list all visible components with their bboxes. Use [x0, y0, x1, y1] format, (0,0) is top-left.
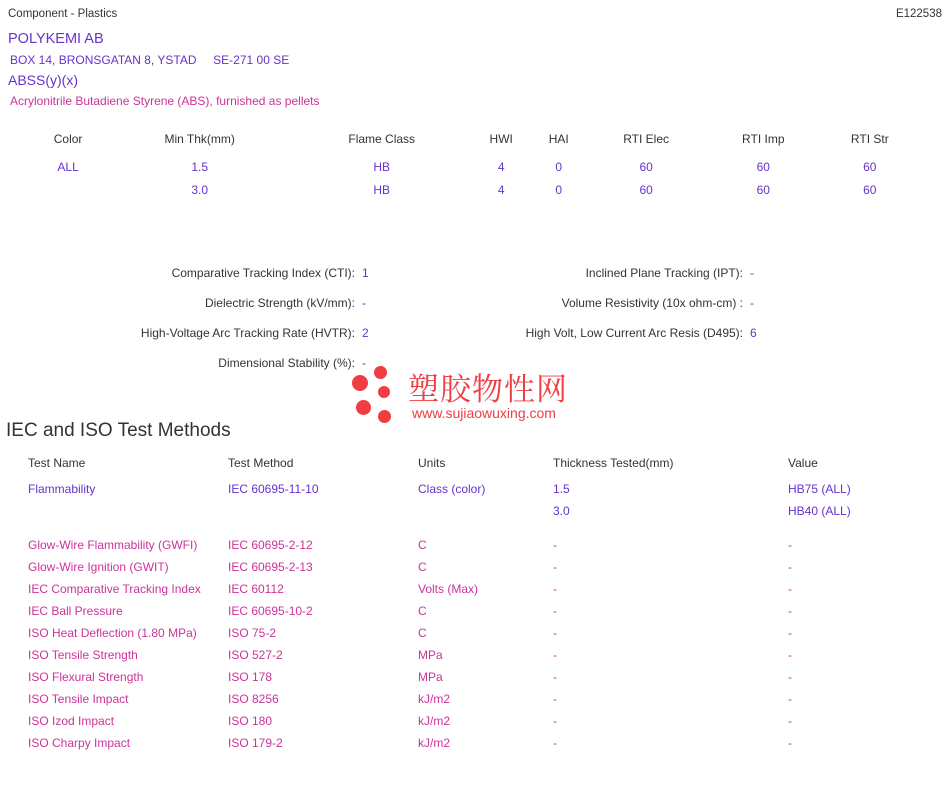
cell-test-method: IEC 60695-2-12 — [228, 538, 313, 552]
cell-test-method: ISO 527-2 — [228, 648, 283, 662]
property-row — [0, 266, 950, 296]
cell-test-name: IEC Ball Pressure — [28, 604, 123, 618]
cell-units: C — [418, 538, 427, 552]
methods-header-row — [28, 456, 933, 482]
table-row — [28, 736, 933, 758]
cell-units: MPa — [418, 648, 443, 662]
cell-test-name: Flammability — [28, 482, 96, 496]
cell-thickness: - — [553, 670, 557, 684]
table-row — [30, 158, 920, 181]
cell-hai: 0 — [555, 160, 563, 174]
volume-resistivity-value: - — [750, 296, 754, 310]
cell-value: HB75 (ALL) — [788, 482, 851, 496]
cell-units: kJ/m2 — [418, 714, 451, 728]
cell-hwi: 4 — [497, 183, 505, 197]
table-row — [28, 482, 933, 504]
d495-value: 6 — [750, 326, 757, 340]
table-spacer-row — [28, 526, 933, 538]
cell-value: HB40 (ALL) — [788, 504, 851, 518]
cell-test-name: ISO Tensile Strength — [28, 648, 138, 662]
hvtr-value: 2 — [362, 326, 369, 340]
property-row — [0, 296, 950, 326]
material-code: ABSS(y)(x) — [8, 72, 78, 88]
cell-test-method: IEC 60695-2-13 — [228, 560, 313, 574]
cell-thickness: - — [553, 560, 557, 574]
table-row — [30, 181, 920, 204]
hvtr-label: High-Voltage Arc Tracking Rate (HVTR): — [140, 326, 355, 340]
properties-block — [0, 266, 950, 386]
cell-flame-class: HB — [373, 183, 391, 197]
cell-min-thk: 3.0 — [191, 183, 209, 197]
cell-value: - — [788, 736, 792, 750]
volume-resistivity-label: Volume Resistivity (10x ohm-cm) : — [561, 296, 743, 310]
cell-rti-str: 60 — [863, 183, 877, 197]
cell-test-method: ISO 180 — [228, 714, 273, 728]
cell-units: kJ/m2 — [418, 692, 451, 706]
table-row — [28, 582, 933, 604]
cti-value: 1 — [362, 266, 369, 280]
cell-hai: 0 — [555, 183, 563, 197]
cell-thickness: 3.0 — [553, 504, 570, 518]
cell-value: - — [788, 670, 792, 684]
table-row — [28, 648, 933, 670]
table-row — [28, 538, 933, 560]
cell-value: - — [788, 692, 792, 706]
dielectric-strength-value: - — [362, 296, 366, 310]
component-label: Component - Plastics — [8, 8, 118, 20]
ratings-header-row — [30, 132, 920, 158]
cell-test-method: IEC 60695-11-10 — [228, 482, 319, 496]
cell-value: - — [788, 538, 792, 552]
ratings-col-min-thk: Min Thk(mm) — [164, 132, 235, 146]
cell-test-method: ISO 75-2 — [228, 626, 277, 640]
cell-thickness: - — [553, 648, 557, 662]
watermark-url: www.sujiaowuxing.com — [412, 405, 556, 421]
cell-flame-class: HB — [373, 160, 391, 174]
table-row — [28, 504, 933, 526]
cell-test-name: ISO Izod Impact — [28, 714, 115, 728]
cell-value: - — [788, 582, 792, 596]
cell-units — [418, 504, 553, 526]
property-row — [0, 356, 950, 386]
cell-value: - — [788, 714, 792, 728]
cell-units: C — [418, 626, 427, 640]
d495-label: High Volt, Low Current Arc Resis (D495): — [525, 326, 743, 340]
company-address: BOX 14, BRONSGATAN 8, YSTAD SE-271 00 SE — [10, 53, 290, 67]
cell-value: - — [788, 648, 792, 662]
cell-test-method: ISO 179-2 — [228, 736, 283, 750]
cell-thickness: - — [553, 538, 557, 552]
ratings-col-color: Color — [53, 132, 83, 146]
cell-rti-imp: 60 — [756, 183, 770, 197]
test-methods-table — [28, 456, 933, 758]
dimensional-stability-value: - — [362, 356, 366, 370]
cell-value: - — [788, 604, 792, 618]
cell-test-name: IEC Comparative Tracking Index — [28, 582, 201, 596]
dimensional-stability-label: Dimensional Stability (%): — [218, 356, 355, 370]
ipt-label: Inclined Plane Tracking (IPT): — [585, 266, 743, 280]
cell-test-name: ISO Charpy Impact — [28, 736, 131, 750]
cell-rti-imp: 60 — [756, 160, 770, 174]
cell-test-method — [228, 504, 418, 526]
ratings-col-hai: HAI — [548, 132, 569, 146]
document-header — [8, 8, 942, 24]
cell-rti-elec: 60 — [639, 183, 653, 197]
ipt-value: - — [750, 266, 754, 280]
cell-test-name: ISO Tensile Impact — [28, 692, 129, 706]
methods-col-units: Units — [418, 456, 446, 470]
methods-col-test-name: Test Name — [28, 456, 86, 470]
cell-rti-elec: 60 — [639, 160, 653, 174]
cell-rti-str: 60 — [863, 160, 877, 174]
cell-units: MPa — [418, 670, 443, 684]
cell-thickness: 1.5 — [553, 482, 570, 496]
ratings-col-flame-class: Flame Class — [348, 132, 416, 146]
cell-units: kJ/m2 — [418, 736, 451, 750]
table-row — [28, 560, 933, 582]
cell-value: - — [788, 626, 792, 640]
cell-thickness: - — [553, 626, 557, 640]
cell-test-method: ISO 178 — [228, 670, 273, 684]
ratings-table — [30, 132, 920, 204]
cell-test-name: Glow-Wire Ignition (GWIT) — [28, 560, 169, 574]
cell-color: ALL — [57, 160, 79, 174]
ratings-col-rti-imp: RTI Imp — [742, 132, 785, 146]
cell-test-name: ISO Heat Deflection (1.80 MPa) — [28, 626, 197, 640]
ratings-col-rti-str: RTI Str — [850, 132, 889, 146]
cell-thickness: - — [553, 714, 557, 728]
cell-units: Volts (Max) — [418, 582, 479, 596]
cell-test-name: ISO Flexural Strength — [28, 670, 144, 684]
cell-units: C — [418, 560, 427, 574]
cell-thickness: - — [553, 736, 557, 750]
dielectric-strength-label: Dielectric Strength (kV/mm): — [204, 296, 355, 310]
table-row — [28, 604, 933, 626]
material-description: Acrylonitrile Butadiene Styrene (ABS), furnished as pellets — [10, 94, 320, 108]
table-row — [28, 714, 933, 736]
cell-thickness: - — [553, 692, 557, 706]
cell-value: - — [788, 560, 792, 574]
ratings-col-hwi: HWI — [489, 132, 513, 146]
file-number: E122538 — [895, 8, 942, 20]
table-row — [28, 626, 933, 648]
methods-col-thickness: Thickness Tested(mm) — [553, 456, 674, 470]
cell-test-method: IEC 60112 — [228, 582, 284, 596]
cell-test-method: ISO 8256 — [228, 692, 279, 706]
cell-min-thk: 1.5 — [191, 160, 209, 174]
cell-test-name — [28, 504, 228, 526]
property-row — [0, 326, 950, 356]
cell-test-name: Glow-Wire Flammability (GWFI) — [28, 538, 198, 552]
page-title: IEC and ISO Test Methods — [6, 420, 231, 441]
company-name: POLYKEMI AB — [8, 31, 104, 47]
methods-col-test-method: Test Method — [228, 456, 294, 470]
table-row — [28, 670, 933, 692]
cell-thickness: - — [553, 582, 557, 596]
cell-units: C — [418, 604, 427, 618]
cell-test-method: IEC 60695-10-2 — [228, 604, 313, 618]
table-row — [28, 692, 933, 714]
cell-thickness: - — [553, 604, 557, 618]
methods-col-value: Value — [788, 456, 818, 470]
cell-color — [30, 181, 106, 204]
watermark-text: 塑胶物性网 — [408, 372, 568, 408]
cti-label: Comparative Tracking Index (CTI): — [171, 266, 355, 280]
cell-units: Class (color) — [418, 482, 486, 496]
ratings-col-rti-elec: RTI Elec — [623, 132, 670, 146]
cell-hwi: 4 — [497, 160, 505, 174]
